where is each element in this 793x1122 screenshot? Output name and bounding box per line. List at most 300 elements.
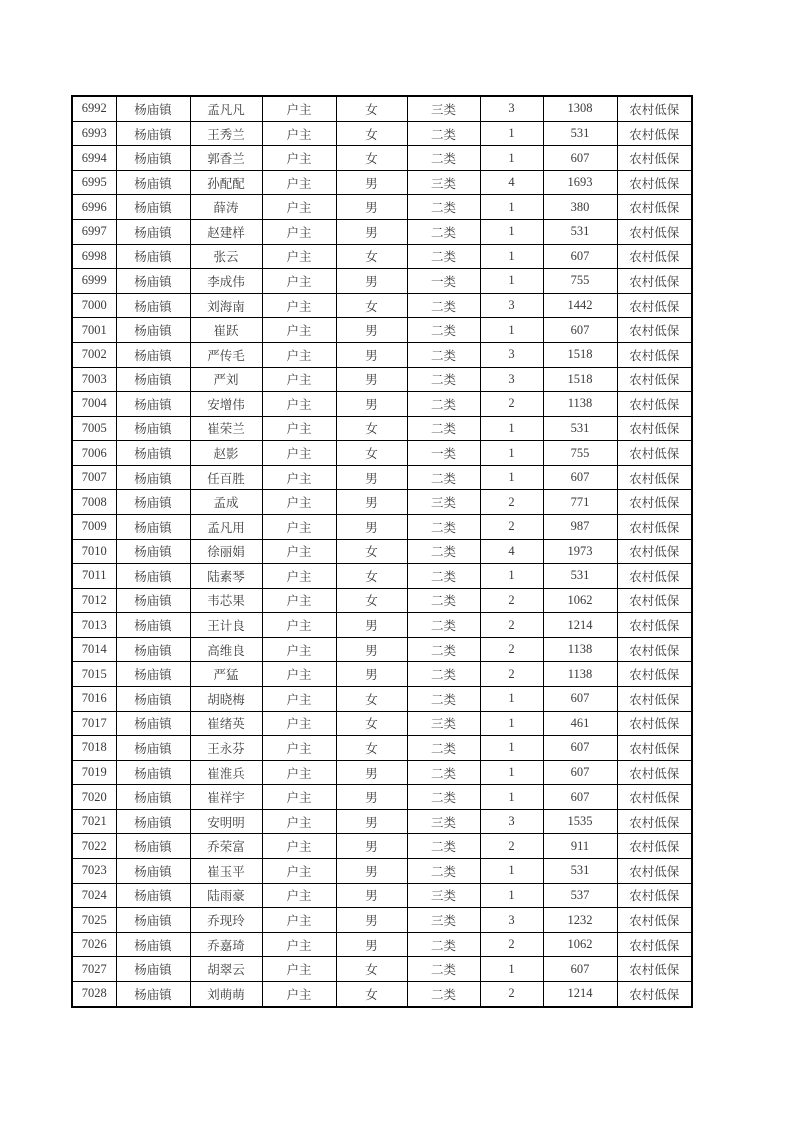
- cell-household-role: 户主: [262, 121, 336, 146]
- cell-household-role: 户主: [262, 834, 336, 859]
- cell-serial: 7028: [72, 981, 116, 1007]
- cell-amount: 607: [543, 146, 617, 171]
- cell-amount: 531: [543, 564, 617, 589]
- cell-household-role: 户主: [262, 96, 336, 121]
- cell-person-count: 1: [480, 957, 543, 982]
- cell-town: 杨庙镇: [116, 785, 190, 810]
- cell-category: 三类: [407, 908, 480, 933]
- cell-serial: 7019: [72, 760, 116, 785]
- cell-town: 杨庙镇: [116, 662, 190, 687]
- table-row: [72, 318, 692, 343]
- cell-household-role: 户主: [262, 490, 336, 515]
- cell-town: 杨庙镇: [116, 465, 190, 490]
- cell-amount: 1535: [543, 809, 617, 834]
- cell-category: 一类: [407, 269, 480, 294]
- cell-benefit-type: 农村低保: [617, 441, 692, 466]
- cell-serial: 7008: [72, 490, 116, 515]
- cell-name: 王永芬: [190, 736, 262, 761]
- cell-amount: 1062: [543, 588, 617, 613]
- cell-town: 杨庙镇: [116, 539, 190, 564]
- table-row: [72, 465, 692, 490]
- cell-benefit-type: 农村低保: [617, 244, 692, 269]
- cell-amount: 461: [543, 711, 617, 736]
- cell-serial: 6996: [72, 195, 116, 220]
- table-row: [72, 539, 692, 564]
- cell-person-count: 3: [480, 293, 543, 318]
- cell-category: 二类: [407, 637, 480, 662]
- cell-serial: 7026: [72, 932, 116, 957]
- cell-gender: 男: [336, 269, 407, 294]
- cell-household-role: 户主: [262, 932, 336, 957]
- cell-benefit-type: 农村低保: [617, 220, 692, 245]
- cell-benefit-type: 农村低保: [617, 834, 692, 859]
- cell-category: 二类: [407, 662, 480, 687]
- cell-name: 韦芯果: [190, 588, 262, 613]
- cell-serial: 7012: [72, 588, 116, 613]
- cell-category: 三类: [407, 711, 480, 736]
- cell-gender: 男: [336, 883, 407, 908]
- cell-town: 杨庙镇: [116, 293, 190, 318]
- cell-category: 二类: [407, 785, 480, 810]
- cell-amount: 607: [543, 760, 617, 785]
- cell-household-role: 户主: [262, 441, 336, 466]
- cell-category: 二类: [407, 293, 480, 318]
- cell-person-count: 2: [480, 662, 543, 687]
- cell-benefit-type: 农村低保: [617, 392, 692, 417]
- cell-gender: 男: [336, 367, 407, 392]
- cell-amount: 1693: [543, 170, 617, 195]
- table-row: [72, 416, 692, 441]
- cell-household-role: 户主: [262, 269, 336, 294]
- cell-town: 杨庙镇: [116, 834, 190, 859]
- cell-household-role: 户主: [262, 392, 336, 417]
- cell-gender: 男: [336, 859, 407, 884]
- cell-category: 二类: [407, 416, 480, 441]
- cell-category: 二类: [407, 318, 480, 343]
- cell-person-count: 1: [480, 736, 543, 761]
- cell-gender: 女: [336, 564, 407, 589]
- table-row: [72, 834, 692, 859]
- cell-gender: 女: [336, 588, 407, 613]
- cell-benefit-type: 农村低保: [617, 785, 692, 810]
- cell-household-role: 户主: [262, 416, 336, 441]
- cell-household-role: 户主: [262, 244, 336, 269]
- cell-household-role: 户主: [262, 809, 336, 834]
- cell-gender: 女: [336, 293, 407, 318]
- cell-benefit-type: 农村低保: [617, 318, 692, 343]
- cell-serial: 6992: [72, 96, 116, 121]
- cell-gender: 女: [336, 416, 407, 441]
- table-row: [72, 637, 692, 662]
- table-row: [72, 146, 692, 171]
- cell-serial: 7018: [72, 736, 116, 761]
- cell-household-role: 户主: [262, 957, 336, 982]
- cell-household-role: 户主: [262, 367, 336, 392]
- cell-person-count: 1: [480, 883, 543, 908]
- cell-town: 杨庙镇: [116, 244, 190, 269]
- cell-person-count: 3: [480, 809, 543, 834]
- cell-category: 三类: [407, 883, 480, 908]
- cell-category: 二类: [407, 613, 480, 638]
- cell-benefit-type: 农村低保: [617, 883, 692, 908]
- cell-town: 杨庙镇: [116, 416, 190, 441]
- cell-category: 二类: [407, 957, 480, 982]
- cell-person-count: 1: [480, 859, 543, 884]
- cell-gender: 男: [336, 195, 407, 220]
- cell-serial: 6995: [72, 170, 116, 195]
- cell-gender: 男: [336, 220, 407, 245]
- cell-serial: 7023: [72, 859, 116, 884]
- cell-category: 二类: [407, 121, 480, 146]
- cell-name: 崔绪英: [190, 711, 262, 736]
- cell-name: 王计良: [190, 613, 262, 638]
- cell-gender: 男: [336, 170, 407, 195]
- cell-gender: 男: [336, 834, 407, 859]
- cell-category: 二类: [407, 687, 480, 712]
- table-row: [72, 342, 692, 367]
- cell-gender: 男: [336, 514, 407, 539]
- cell-serial: 6993: [72, 121, 116, 146]
- cell-serial: 7005: [72, 416, 116, 441]
- cell-name: 严刘: [190, 367, 262, 392]
- cell-serial: 6997: [72, 220, 116, 245]
- cell-name: 崔淮兵: [190, 760, 262, 785]
- cell-town: 杨庙镇: [116, 711, 190, 736]
- cell-category: 二类: [407, 244, 480, 269]
- cell-benefit-type: 农村低保: [617, 981, 692, 1007]
- cell-amount: 1518: [543, 342, 617, 367]
- cell-category: 二类: [407, 564, 480, 589]
- cell-person-count: 3: [480, 908, 543, 933]
- table-body: [72, 96, 692, 1007]
- cell-household-role: 户主: [262, 539, 336, 564]
- cell-serial: 7010: [72, 539, 116, 564]
- cell-town: 杨庙镇: [116, 269, 190, 294]
- cell-person-count: 1: [480, 121, 543, 146]
- cell-serial: 7007: [72, 465, 116, 490]
- cell-name: 刘海南: [190, 293, 262, 318]
- cell-household-role: 户主: [262, 637, 336, 662]
- cell-amount: 1062: [543, 932, 617, 957]
- cell-person-count: 1: [480, 760, 543, 785]
- cell-gender: 女: [336, 736, 407, 761]
- cell-name: 刘萌萌: [190, 981, 262, 1007]
- cell-household-role: 户主: [262, 342, 336, 367]
- cell-benefit-type: 农村低保: [617, 859, 692, 884]
- table-row: [72, 490, 692, 515]
- cell-amount: 911: [543, 834, 617, 859]
- cell-category: 三类: [407, 96, 480, 121]
- cell-amount: 531: [543, 416, 617, 441]
- cell-benefit-type: 农村低保: [617, 932, 692, 957]
- cell-town: 杨庙镇: [116, 981, 190, 1007]
- cell-amount: 607: [543, 465, 617, 490]
- cell-amount: 607: [543, 687, 617, 712]
- cell-benefit-type: 农村低保: [617, 908, 692, 933]
- cell-amount: 607: [543, 318, 617, 343]
- cell-name: 孙配配: [190, 170, 262, 195]
- cell-person-count: 2: [480, 932, 543, 957]
- cell-name: 陆雨豪: [190, 883, 262, 908]
- cell-town: 杨庙镇: [116, 588, 190, 613]
- cell-person-count: 2: [480, 981, 543, 1007]
- table-row: [72, 908, 692, 933]
- table-row: [72, 957, 692, 982]
- cell-name: 李成伟: [190, 269, 262, 294]
- cell-household-role: 户主: [262, 613, 336, 638]
- cell-serial: 7013: [72, 613, 116, 638]
- cell-person-count: 1: [480, 146, 543, 171]
- cell-town: 杨庙镇: [116, 957, 190, 982]
- cell-gender: 男: [336, 342, 407, 367]
- cell-household-role: 户主: [262, 981, 336, 1007]
- cell-benefit-type: 农村低保: [617, 490, 692, 515]
- cell-category: 二类: [407, 981, 480, 1007]
- cell-benefit-type: 农村低保: [617, 809, 692, 834]
- cell-name: 王秀兰: [190, 121, 262, 146]
- cell-name: 胡晓梅: [190, 687, 262, 712]
- cell-serial: 7025: [72, 908, 116, 933]
- cell-name: 赵建样: [190, 220, 262, 245]
- cell-amount: 607: [543, 785, 617, 810]
- cell-benefit-type: 农村低保: [617, 146, 692, 171]
- cell-town: 杨庙镇: [116, 96, 190, 121]
- cell-name: 乔嘉琦: [190, 932, 262, 957]
- cell-benefit-type: 农村低保: [617, 416, 692, 441]
- cell-serial: 7017: [72, 711, 116, 736]
- table-row: [72, 293, 692, 318]
- cell-town: 杨庙镇: [116, 490, 190, 515]
- cell-household-role: 户主: [262, 785, 336, 810]
- cell-household-role: 户主: [262, 195, 336, 220]
- cell-amount: 537: [543, 883, 617, 908]
- cell-gender: 女: [336, 981, 407, 1007]
- cell-category: 三类: [407, 170, 480, 195]
- cell-town: 杨庙镇: [116, 195, 190, 220]
- cell-household-role: 户主: [262, 318, 336, 343]
- cell-household-role: 户主: [262, 662, 336, 687]
- cell-amount: 1232: [543, 908, 617, 933]
- cell-town: 杨庙镇: [116, 613, 190, 638]
- cell-town: 杨庙镇: [116, 687, 190, 712]
- cell-benefit-type: 农村低保: [617, 465, 692, 490]
- cell-gender: 女: [336, 121, 407, 146]
- cell-serial: 6999: [72, 269, 116, 294]
- cell-gender: 男: [336, 809, 407, 834]
- cell-town: 杨庙镇: [116, 170, 190, 195]
- cell-serial: 7027: [72, 957, 116, 982]
- cell-amount: 1138: [543, 637, 617, 662]
- cell-town: 杨庙镇: [116, 809, 190, 834]
- cell-serial: 7022: [72, 834, 116, 859]
- cell-benefit-type: 农村低保: [617, 269, 692, 294]
- cell-household-role: 户主: [262, 465, 336, 490]
- cell-name: 任百胜: [190, 465, 262, 490]
- table-row: [72, 392, 692, 417]
- cell-benefit-type: 农村低保: [617, 564, 692, 589]
- cell-serial: 7021: [72, 809, 116, 834]
- cell-amount: 607: [543, 244, 617, 269]
- cell-person-count: 1: [480, 269, 543, 294]
- cell-town: 杨庙镇: [116, 342, 190, 367]
- cell-benefit-type: 农村低保: [617, 539, 692, 564]
- cell-serial: 7004: [72, 392, 116, 417]
- cell-serial: 7006: [72, 441, 116, 466]
- cell-name: 赵影: [190, 441, 262, 466]
- cell-household-role: 户主: [262, 293, 336, 318]
- table-row: [72, 367, 692, 392]
- cell-benefit-type: 农村低保: [617, 96, 692, 121]
- table-row: [72, 981, 692, 1007]
- cell-gender: 女: [336, 711, 407, 736]
- cell-name: 陆素琴: [190, 564, 262, 589]
- cell-serial: 7000: [72, 293, 116, 318]
- cell-benefit-type: 农村低保: [617, 637, 692, 662]
- cell-person-count: 1: [480, 244, 543, 269]
- cell-name: 崔荣兰: [190, 416, 262, 441]
- table-row: [72, 244, 692, 269]
- cell-amount: 755: [543, 269, 617, 294]
- cell-gender: 女: [336, 441, 407, 466]
- cell-town: 杨庙镇: [116, 121, 190, 146]
- cell-gender: 女: [336, 244, 407, 269]
- table-row: [72, 613, 692, 638]
- cell-serial: 7001: [72, 318, 116, 343]
- table-row: [72, 932, 692, 957]
- cell-amount: 987: [543, 514, 617, 539]
- cell-gender: 男: [336, 490, 407, 515]
- table-row: [72, 809, 692, 834]
- cell-gender: 女: [336, 957, 407, 982]
- cell-amount: 380: [543, 195, 617, 220]
- cell-gender: 女: [336, 687, 407, 712]
- cell-person-count: 2: [480, 490, 543, 515]
- cell-person-count: 1: [480, 318, 543, 343]
- cell-person-count: 1: [480, 441, 543, 466]
- cell-name: 安明明: [190, 809, 262, 834]
- cell-category: 二类: [407, 146, 480, 171]
- cell-name: 崔跃: [190, 318, 262, 343]
- cell-household-role: 户主: [262, 908, 336, 933]
- table-row: [72, 441, 692, 466]
- cell-benefit-type: 农村低保: [617, 293, 692, 318]
- cell-benefit-type: 农村低保: [617, 613, 692, 638]
- cell-person-count: 4: [480, 170, 543, 195]
- cell-household-role: 户主: [262, 760, 336, 785]
- cell-category: 二类: [407, 514, 480, 539]
- cell-gender: 男: [336, 908, 407, 933]
- cell-serial: 7014: [72, 637, 116, 662]
- cell-benefit-type: 农村低保: [617, 514, 692, 539]
- cell-gender: 男: [336, 760, 407, 785]
- cell-name: 孟成: [190, 490, 262, 515]
- cell-amount: 1518: [543, 367, 617, 392]
- cell-household-role: 户主: [262, 146, 336, 171]
- cell-household-role: 户主: [262, 588, 336, 613]
- cell-category: 二类: [407, 736, 480, 761]
- cell-amount: 607: [543, 957, 617, 982]
- cell-gender: 男: [336, 613, 407, 638]
- cell-name: 崔玉平: [190, 859, 262, 884]
- cell-town: 杨庙镇: [116, 760, 190, 785]
- cell-person-count: 2: [480, 392, 543, 417]
- cell-person-count: 1: [480, 687, 543, 712]
- cell-serial: 7003: [72, 367, 116, 392]
- cell-benefit-type: 农村低保: [617, 367, 692, 392]
- table-row: [72, 687, 692, 712]
- cell-person-count: 3: [480, 342, 543, 367]
- cell-town: 杨庙镇: [116, 318, 190, 343]
- cell-name: 张云: [190, 244, 262, 269]
- cell-household-role: 户主: [262, 736, 336, 761]
- cell-name: 郭香兰: [190, 146, 262, 171]
- cell-category: 二类: [407, 932, 480, 957]
- cell-town: 杨庙镇: [116, 514, 190, 539]
- table-row: [72, 195, 692, 220]
- cell-name: 崔祥宇: [190, 785, 262, 810]
- cell-gender: 男: [336, 392, 407, 417]
- cell-benefit-type: 农村低保: [617, 170, 692, 195]
- cell-name: 乔荣富: [190, 834, 262, 859]
- cell-category: 二类: [407, 367, 480, 392]
- table-row: [72, 170, 692, 195]
- cell-category: 二类: [407, 465, 480, 490]
- cell-benefit-type: 农村低保: [617, 121, 692, 146]
- table-row: [72, 269, 692, 294]
- cell-person-count: 1: [480, 711, 543, 736]
- cell-category: 二类: [407, 859, 480, 884]
- cell-town: 杨庙镇: [116, 220, 190, 245]
- table-row: [72, 662, 692, 687]
- cell-person-count: 1: [480, 195, 543, 220]
- cell-benefit-type: 农村低保: [617, 711, 692, 736]
- cell-town: 杨庙镇: [116, 637, 190, 662]
- table-row: [72, 760, 692, 785]
- cell-category: 二类: [407, 834, 480, 859]
- cell-amount: 755: [543, 441, 617, 466]
- table-row: [72, 588, 692, 613]
- cell-name: 孟凡凡: [190, 96, 262, 121]
- cell-serial: 7020: [72, 785, 116, 810]
- cell-gender: 男: [336, 662, 407, 687]
- cell-amount: 1214: [543, 613, 617, 638]
- cell-person-count: 1: [480, 220, 543, 245]
- cell-person-count: 1: [480, 465, 543, 490]
- cell-town: 杨庙镇: [116, 564, 190, 589]
- cell-category: 三类: [407, 490, 480, 515]
- cell-town: 杨庙镇: [116, 146, 190, 171]
- cell-town: 杨庙镇: [116, 392, 190, 417]
- cell-name: 薛涛: [190, 195, 262, 220]
- cell-benefit-type: 农村低保: [617, 760, 692, 785]
- table-row: [72, 564, 692, 589]
- cell-town: 杨庙镇: [116, 736, 190, 761]
- cell-person-count: 1: [480, 785, 543, 810]
- cell-gender: 男: [336, 785, 407, 810]
- cell-category: 二类: [407, 195, 480, 220]
- cell-amount: 531: [543, 121, 617, 146]
- table-row: [72, 785, 692, 810]
- cell-amount: 531: [543, 220, 617, 245]
- cell-name: 孟凡用: [190, 514, 262, 539]
- cell-name: 严猛: [190, 662, 262, 687]
- cell-name: 安增伟: [190, 392, 262, 417]
- cell-town: 杨庙镇: [116, 859, 190, 884]
- cell-gender: 男: [336, 318, 407, 343]
- cell-serial: 7015: [72, 662, 116, 687]
- cell-person-count: 2: [480, 613, 543, 638]
- cell-gender: 女: [336, 96, 407, 121]
